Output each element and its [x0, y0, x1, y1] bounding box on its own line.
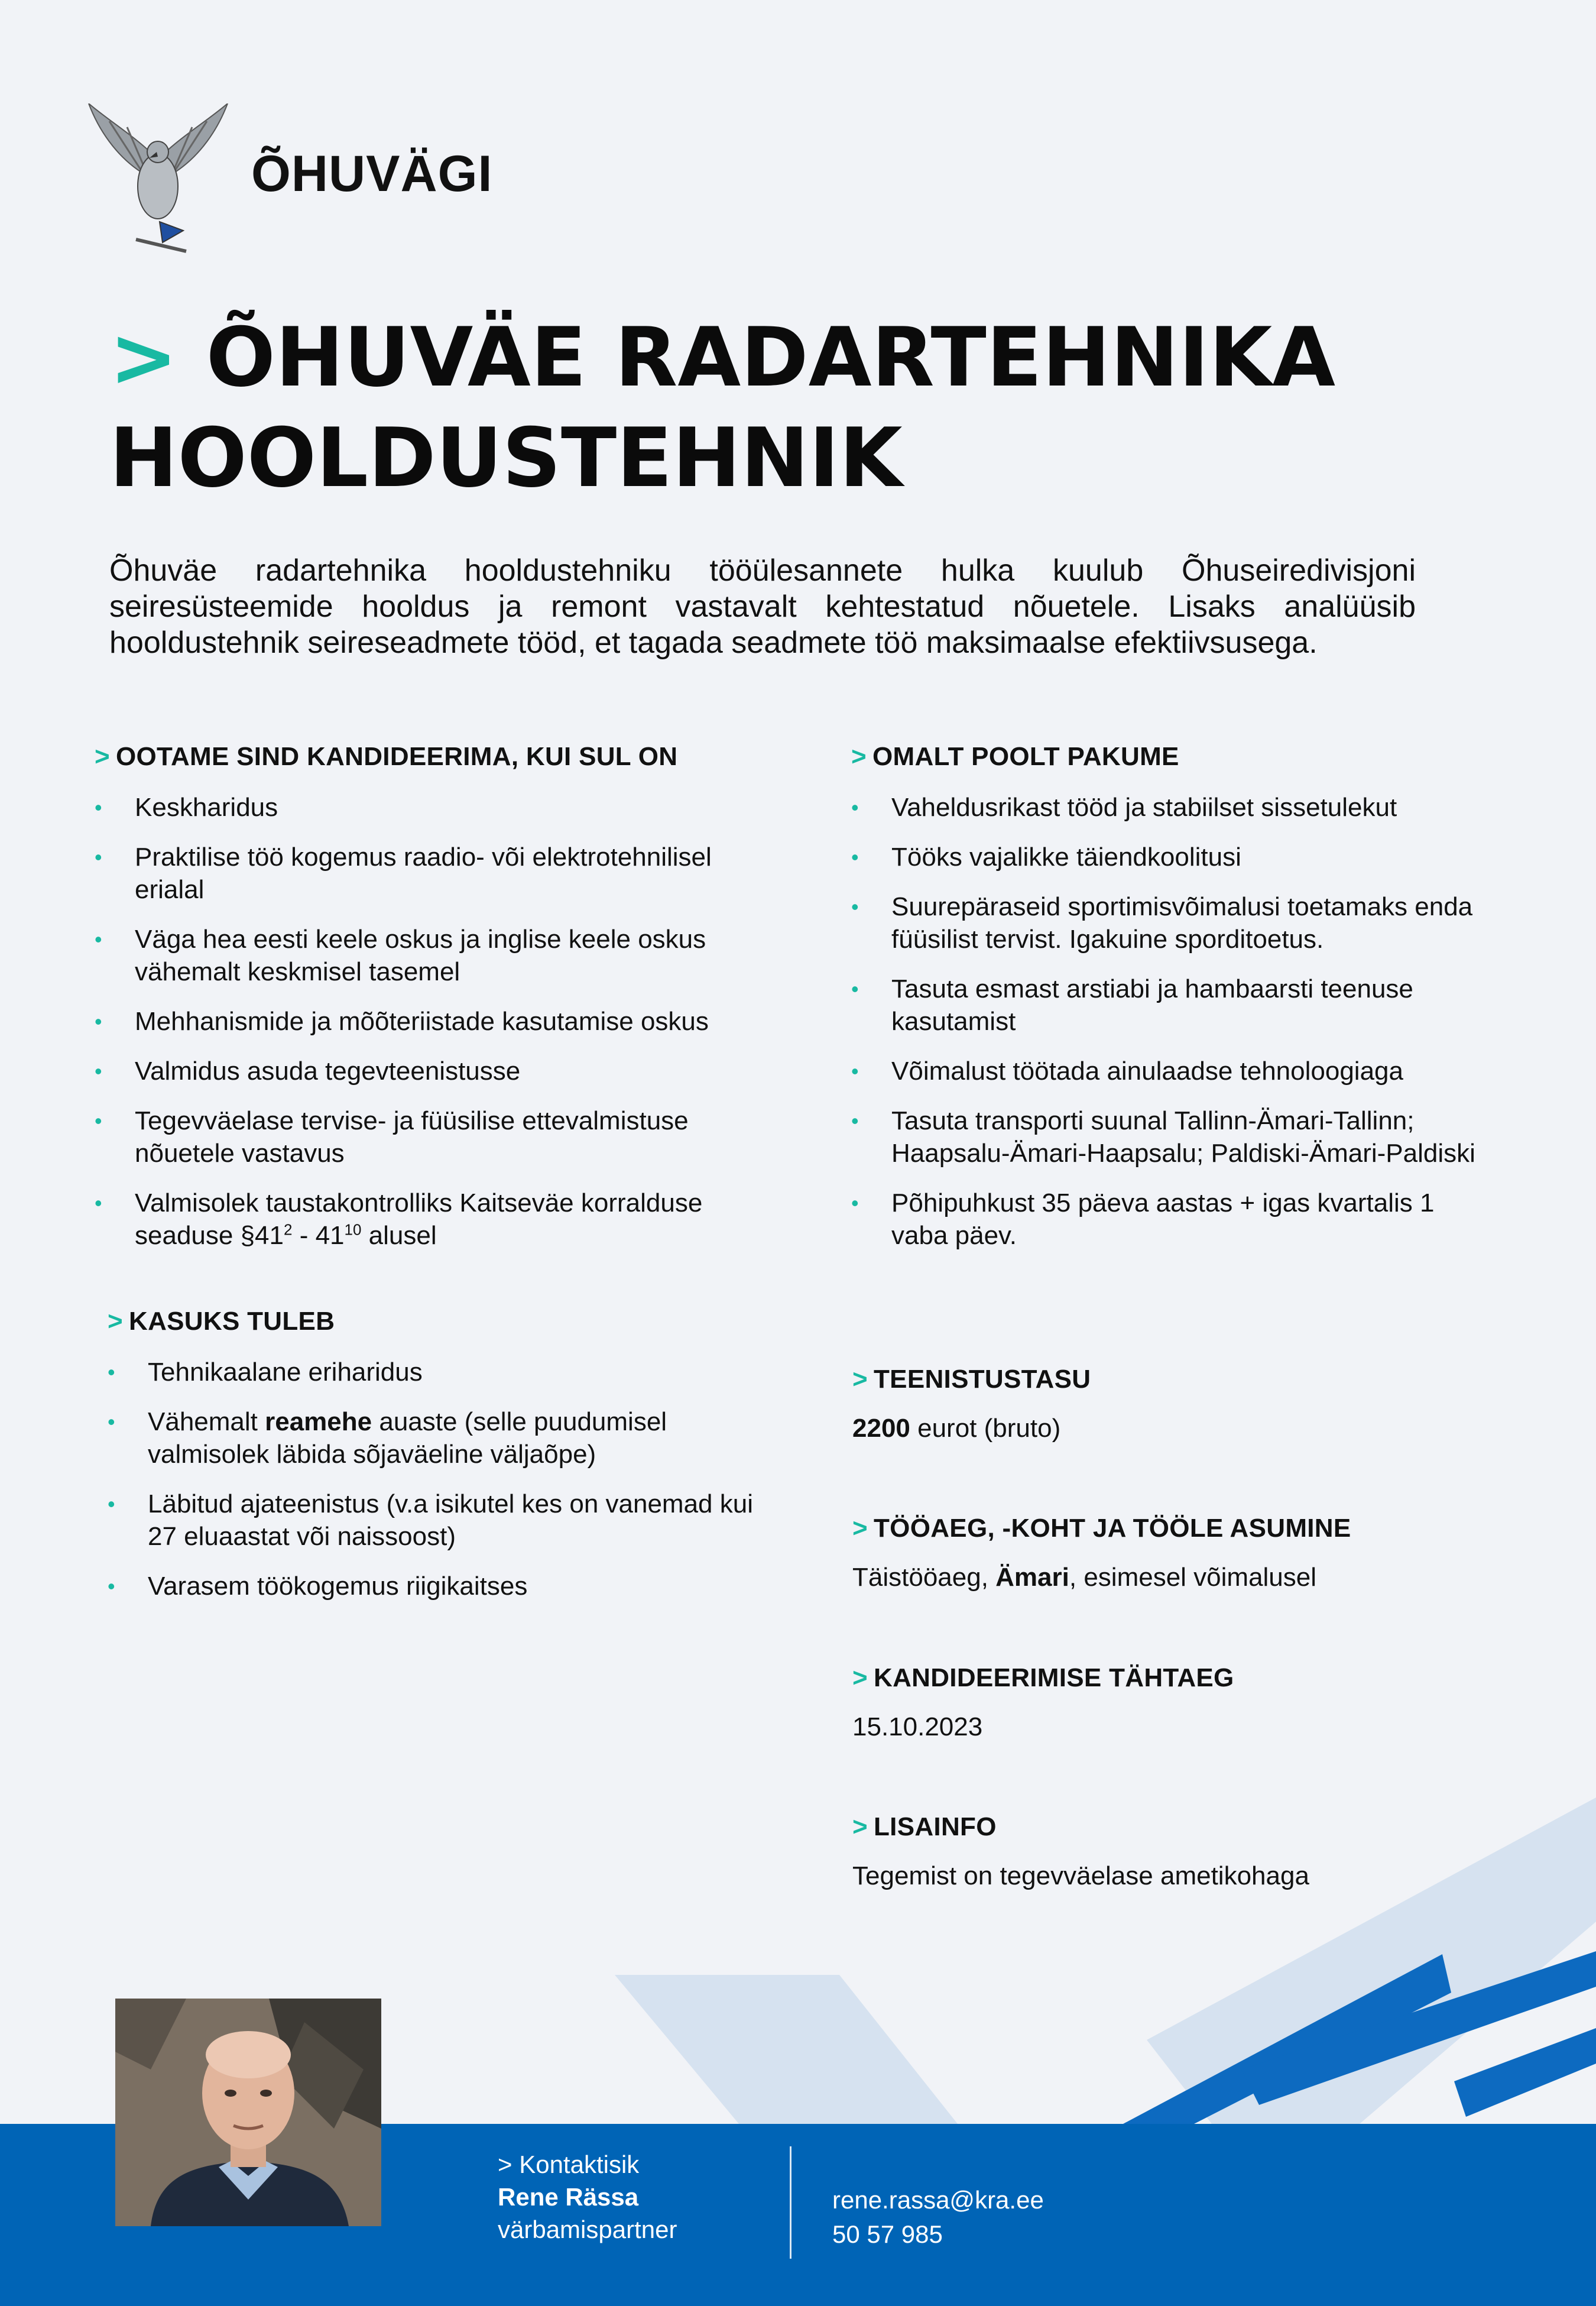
bullet-icon: •	[108, 1410, 115, 1434]
list-item: • Keskharidus	[95, 791, 763, 824]
contact-info	[498, 2148, 677, 2246]
page-title	[109, 307, 1528, 509]
bullet-icon: •	[108, 1360, 115, 1384]
requirements-list	[95, 791, 763, 1252]
offer-list	[851, 791, 1490, 1252]
list-item: • Valmidus asuda tegevteenistusse	[95, 1055, 763, 1087]
bullet-icon: •	[851, 1059, 859, 1083]
list-item: • Vähemalt reamehe auaste (selle puudumisel valmisolek läbida sõjaväeline väljaõpe)	[108, 1405, 770, 1471]
bonus-section	[108, 1307, 770, 1620]
list-item: • Tehnikaalane eriharidus	[108, 1356, 770, 1388]
list-item: • Tasuta esmast arstiabi ja hambaarsti teenuse kasutamist	[851, 973, 1490, 1038]
salary-section	[852, 1365, 1503, 1445]
list-item: • Põhipuhkust 35 päeva aastas + igas kvartalis 1 vaba päev.	[851, 1187, 1490, 1252]
offer-heading: > OMALT POOLT PAKUME	[851, 742, 1179, 771]
deadline-section	[852, 1663, 1503, 1743]
bullet-icon: •	[95, 1109, 102, 1133]
worktime-heading: > TÖÖAEG, -KOHT JA TÖÖLE ASUMINE	[852, 1514, 1351, 1543]
bullet-icon: •	[95, 1059, 102, 1083]
contact-phone[interactable]: 50 57 985	[832, 2220, 943, 2248]
bullet-icon: •	[95, 1009, 102, 1034]
bonus-list	[108, 1356, 770, 1602]
list-item: • Tööks vajalikke täiendkoolitusi	[851, 841, 1490, 873]
bonus-heading: > KASUKS TULEB	[108, 1307, 335, 1336]
list-item: • Praktilise töö kogemus raadio- või elektrotehnilisel erialal	[95, 841, 763, 906]
title-arrow-icon: >	[109, 310, 178, 405]
salary-heading: > TEENISTUSTASU	[852, 1365, 1091, 1394]
contact-photo	[115, 1999, 381, 2226]
requirements-heading: > OOTAME SIND KANDIDEERIMA, KUI SUL ON	[95, 742, 678, 771]
bullet-icon: •	[108, 1492, 115, 1516]
bullet-icon: •	[95, 845, 102, 869]
title-line1: ÕHUVÄE RADARTEHNIKA	[206, 310, 1336, 405]
contact-label: > Kontaktisik	[498, 2150, 640, 2178]
bullet-icon: •	[95, 927, 102, 951]
list-item: • Vaheldusrikast tööd ja stabiilset sissetulekut	[851, 791, 1490, 824]
salary-value: 2200 eurot (bruto)	[852, 1414, 1061, 1443]
bullet-icon: •	[851, 1191, 859, 1215]
list-item: • Võimalust töötada ainulaadse tehnoloogiaga	[851, 1055, 1490, 1087]
deadline-heading: > KANDIDEERIMISE TÄHTAEG	[852, 1663, 1234, 1692]
title-line2: HOOLDUSTEHNIK	[109, 410, 903, 506]
bullet-icon: •	[95, 1191, 102, 1215]
deadline-value: 15.10.2023	[852, 1712, 983, 1741]
offer-section	[851, 742, 1490, 1269]
contact-role: värbamispartner	[498, 2216, 677, 2243]
bullet-icon: •	[851, 795, 859, 820]
list-item: • Valmisolek taustakontrolliks Kaitseväe korralduse seaduse $\S 41^2 - 41^{10}$ alusel	[95, 1187, 763, 1252]
extra-info-value: Tegemist on tegevväelase ametikohaga	[852, 1861, 1309, 1890]
list-item: • Väga hea eesti keele oskus ja inglise keele oskus vähemalt keskmisel tasemel	[95, 923, 763, 988]
list-item: • Suurepäraseid sportimisvõimalusi toetamaks enda füüsilist tervist. Igakuine sporditoetus.	[851, 890, 1490, 956]
bullet-icon: •	[851, 895, 859, 919]
extra-info-heading: > LISAINFO	[852, 1812, 997, 1841]
bullet-icon: •	[851, 845, 859, 869]
bullet-icon: •	[95, 795, 102, 820]
worktime-section	[852, 1514, 1503, 1594]
contact-details	[832, 2183, 1044, 2252]
intro-paragraph: Õhuväe radartehnika hooldustehniku tööülesannete hulka kuulub Õhuseiredivisjoni seiresüsteemide hooldus ja remont vastavalt kehtestatud nõuetele. Lisaks analüüsib hooldustehnik seireseadmete tööd, et tagada seadmete töö maksimaalse efektiivsusega.	[109, 553, 1416, 660]
list-item: • Tasuta transporti suunal Tallinn-Ämari-Tallinn; Haapsalu-Ämari-Haapsalu; Paldiski-Ämari-Paldiski	[851, 1105, 1490, 1170]
bullet-icon: •	[851, 1109, 859, 1133]
list-item: • Varasem töökogemus riigikaitses	[108, 1570, 770, 1602]
contact-name: Rene Rässa	[498, 2183, 639, 2211]
bullet-icon: •	[108, 1574, 115, 1598]
list-item: • Mehhanismide ja mõõteriistade kasutamise oskus	[95, 1005, 763, 1038]
air-force-logo	[86, 103, 231, 257]
bullet-icon: •	[851, 977, 859, 1001]
list-item: • Tegevväelase tervise- ja füüsilise ettevalmistuse nõuetele vastavus	[95, 1105, 763, 1170]
extra-info-section	[852, 1812, 1503, 1892]
contact-email[interactable]: rene.rassa@kra.ee	[832, 2186, 1044, 2214]
worktime-value: Täistööaeg, Ämari, esimesel võimalusel	[852, 1563, 1317, 1592]
requirements-section	[95, 742, 763, 1269]
footer-divider	[790, 2146, 791, 2259]
list-item: • Läbitud ajateenistus (v.a isikutel kes on vanemad kui 27 eluaastat või naissoost)	[108, 1488, 770, 1553]
brand-name: ÕHUVÄGI	[251, 145, 493, 202]
